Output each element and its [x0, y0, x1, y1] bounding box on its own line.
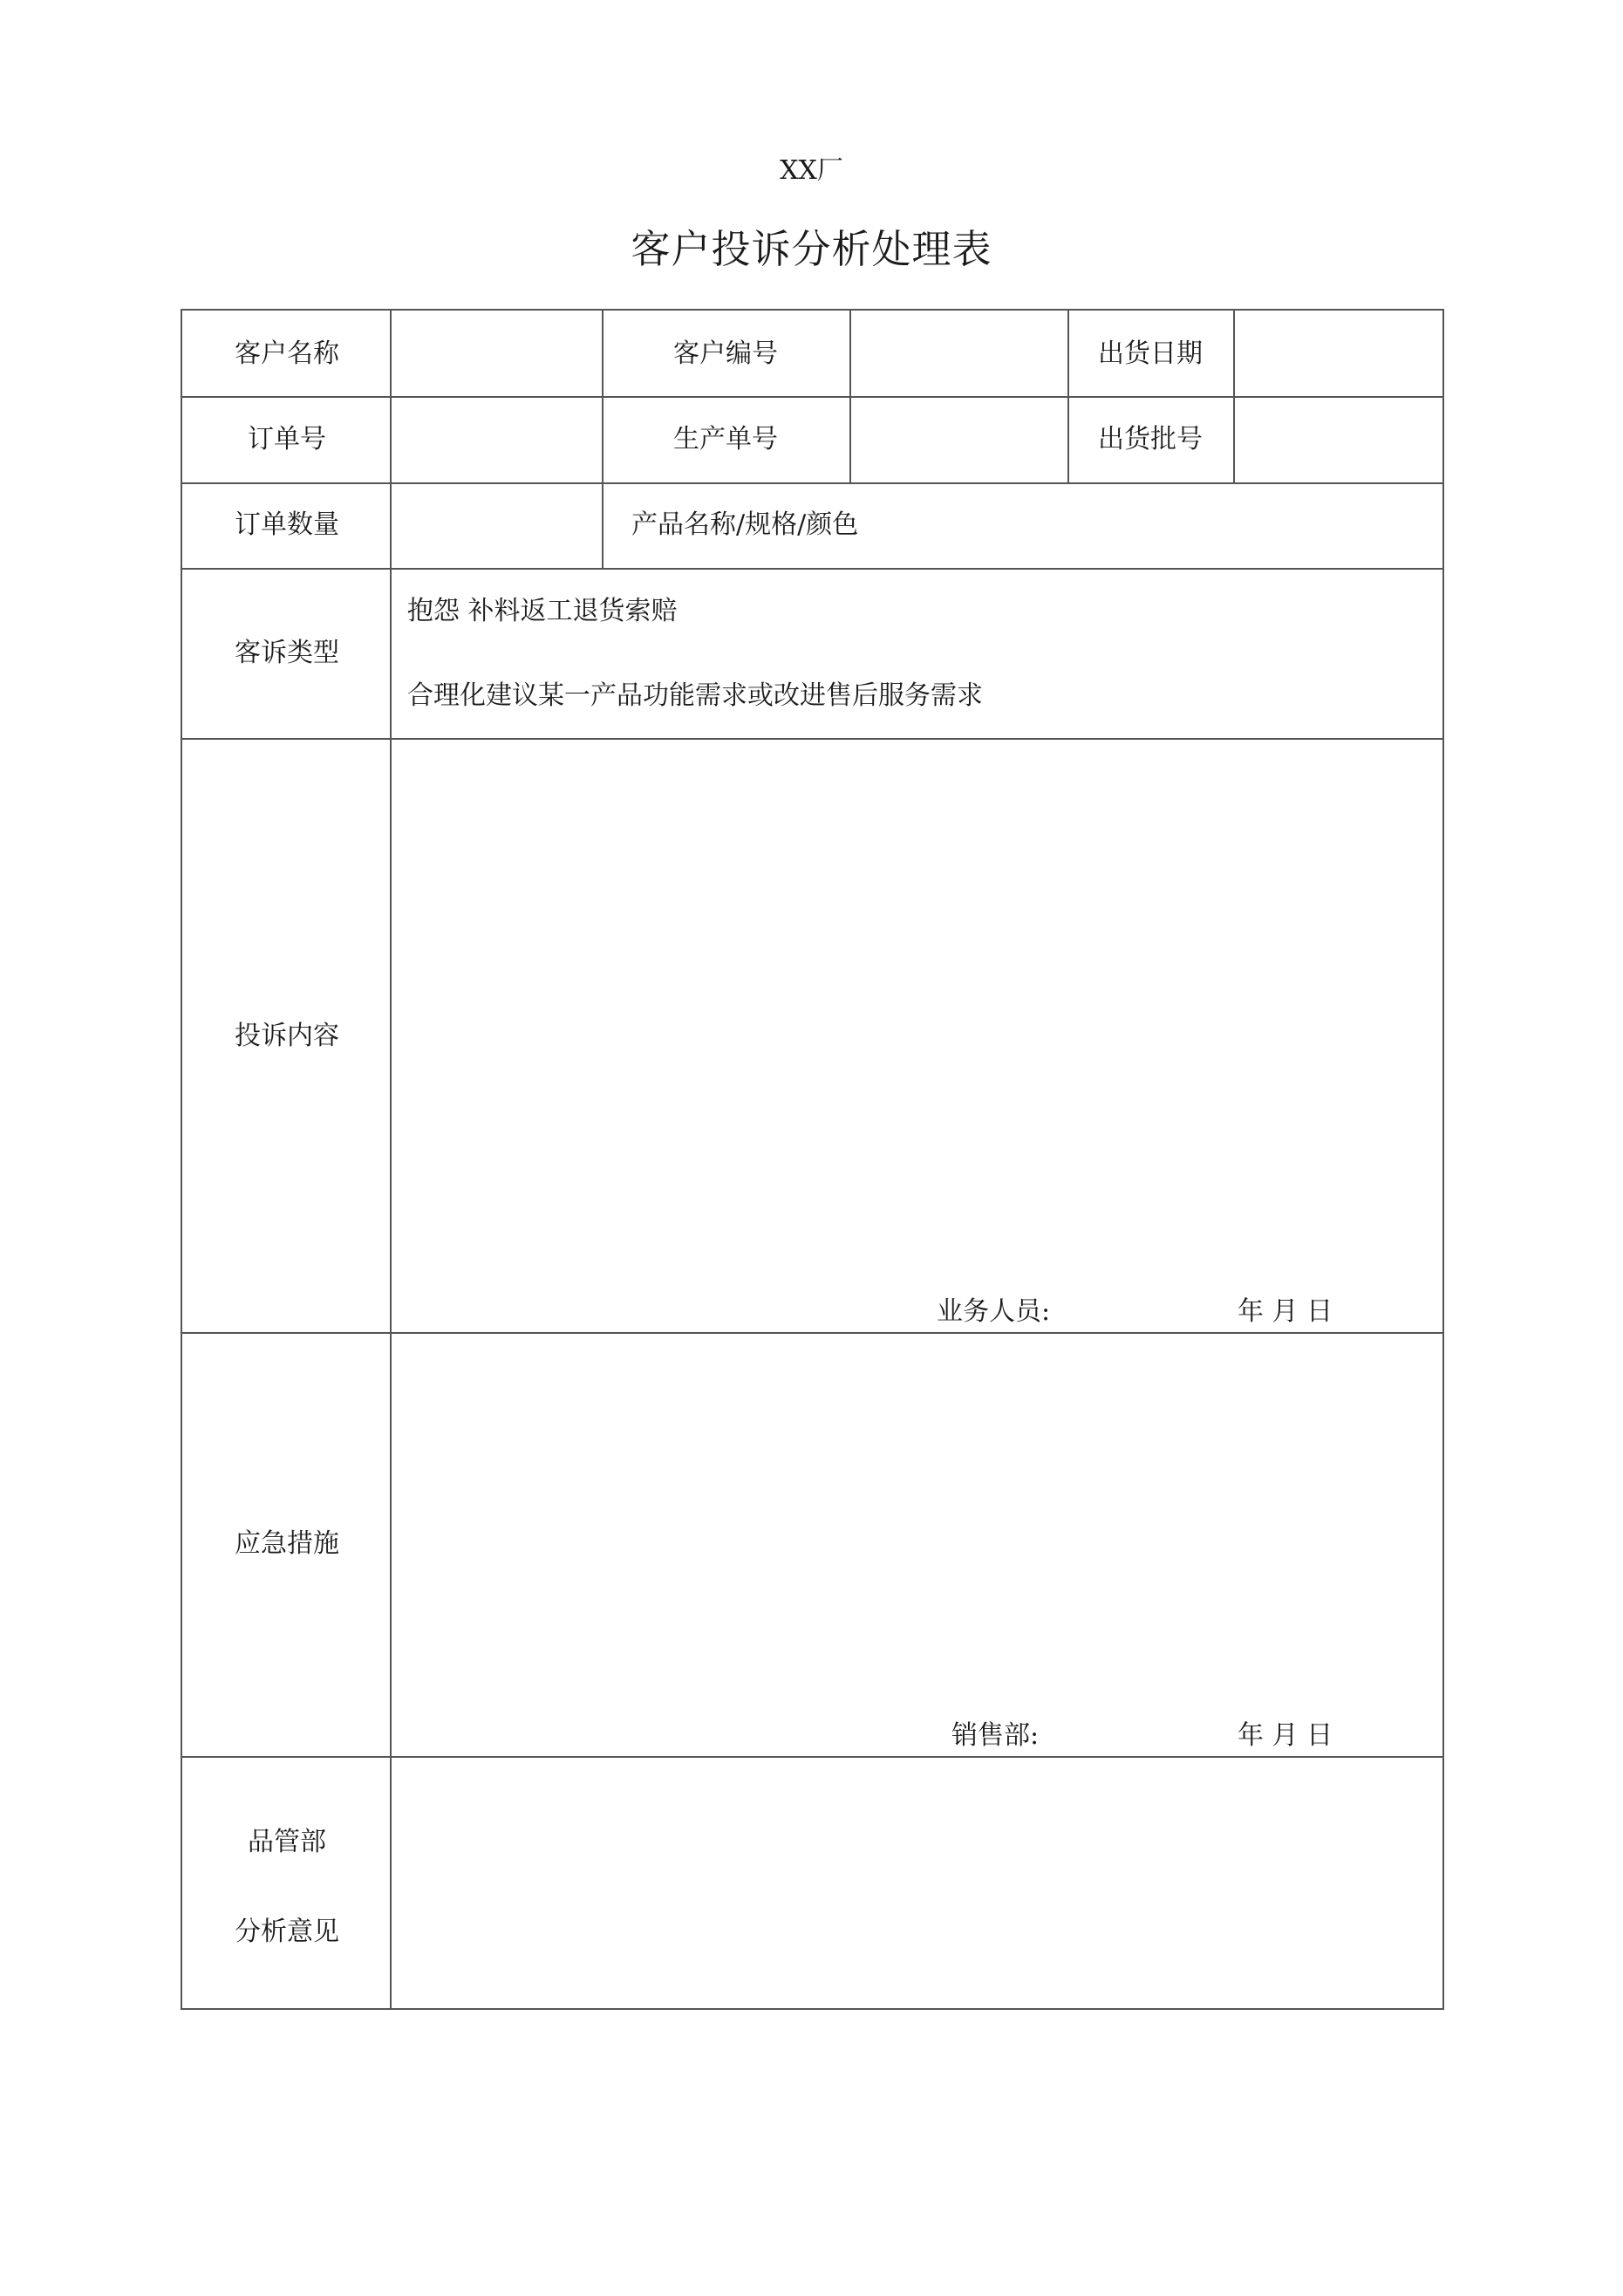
customer-name-field[interactable] [393, 312, 600, 394]
emergency-measures-field[interactable] [393, 1336, 1441, 1719]
emergency-measures-label: 应急措施 [235, 1528, 339, 1559]
sales-dept-signature-label: 销售部: [951, 1720, 1040, 1751]
complaint-content-label: 投诉内容 [235, 1021, 339, 1051]
customer-no-label: 客户编号 [673, 338, 778, 369]
production-no-field[interactable] [853, 399, 1066, 481]
qa-analysis-field[interactable] [393, 1760, 1441, 2006]
row-divider [182, 1332, 1442, 1334]
complaint-date-label: 年 月 日 [1238, 1296, 1333, 1327]
complaint-type-label: 客诉类型 [235, 638, 339, 668]
product-label: 产品名称/规格/颜色 [631, 509, 859, 540]
column-divider [1067, 311, 1069, 482]
order-qty-field[interactable] [393, 485, 600, 566]
ship-date-label: 出货日期 [1098, 338, 1203, 369]
form-title: 客户投诉分析处理表 [631, 226, 992, 272]
order-no-label: 订单号 [248, 424, 326, 454]
column-divider [602, 311, 604, 568]
customer-name-label: 客户名称 [235, 338, 339, 369]
complaint-type-options-line2: 合理化建议某一产品功能需求或改进售后服务需求 [407, 680, 983, 711]
ship-batch-field[interactable] [1237, 399, 1442, 481]
row-divider [182, 738, 1442, 740]
qa-dept-label: 品管部 [248, 1827, 326, 1857]
complaint-content-field[interactable] [393, 741, 1441, 1282]
row-divider [182, 1756, 1442, 1758]
qa-analysis-label: 分析意见 [235, 1917, 339, 1947]
complaint-type-options-line1: 抱怨 补料返工退货索赔 [407, 596, 678, 626]
order-qty-label: 订单数量 [235, 509, 339, 540]
row-divider [182, 568, 1442, 570]
ship-batch-label: 出货批号 [1098, 424, 1203, 454]
row-divider [182, 396, 1442, 398]
sales-staff-signature-label: 业务人员: [937, 1296, 1051, 1327]
row-divider [182, 482, 1442, 484]
customer-no-field[interactable] [853, 312, 1066, 394]
column-divider [1233, 311, 1235, 482]
ship-date-field[interactable] [1237, 312, 1442, 394]
column-divider [390, 311, 392, 2008]
emergency-date-label: 年 月 日 [1238, 1720, 1333, 1751]
complaint-form-table [181, 309, 1444, 2010]
factory-name: XX厂 [780, 155, 843, 186]
order-no-field[interactable] [393, 399, 600, 481]
column-divider [849, 311, 851, 482]
production-no-label: 生产单号 [673, 424, 778, 454]
